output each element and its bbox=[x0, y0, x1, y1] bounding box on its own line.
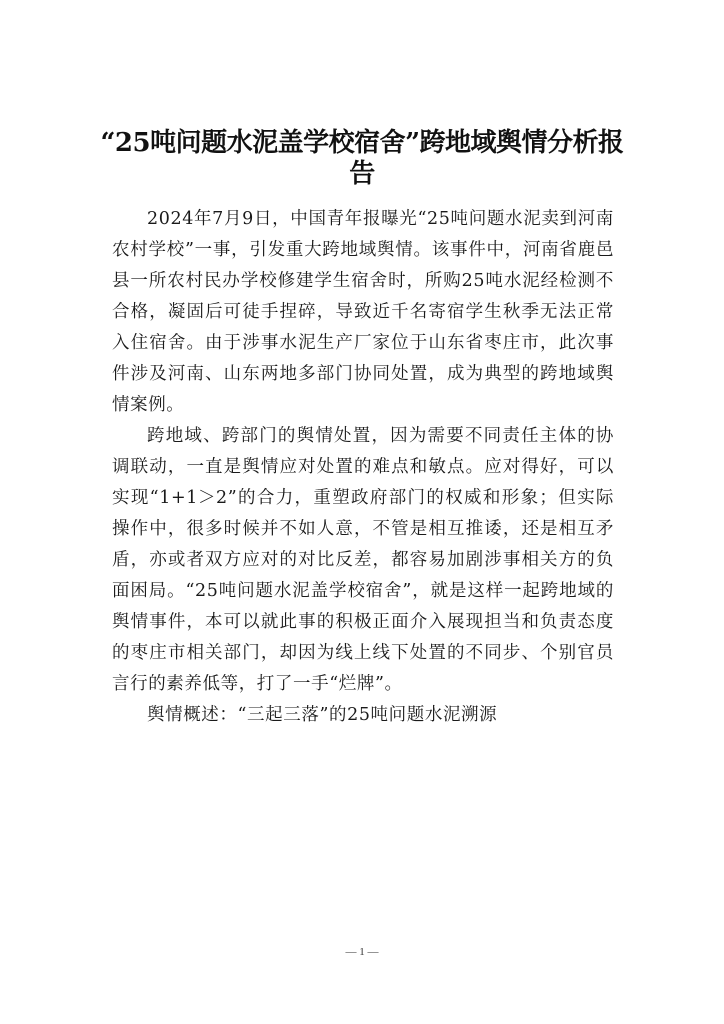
document-title: “25吨问题水泥盖学校宿舍”跨地域舆情分析报告 bbox=[100, 128, 624, 189]
section-heading-overview: 舆情概述：“三起三落”的25吨问题水泥溯源 bbox=[147, 705, 498, 725]
document-body bbox=[112, 204, 614, 731]
paragraph-intro: 2024年7月9日，中国青年报曝光“25吨问题水泥卖到河南农村学校”一事，引发重大跨地域舆情。该事件中，河南省鹿邑县一所农村民办学校修建学生宿舍时，所购25吨水泥经检测不合格，凝固后可徒手捏碎，导致近千名寄宿学生秋季无法正常入住宿舍。由于涉事水泥生产厂家位于山东省枣庄市，此次事件涉及河南、山东两地多部门协同处置，成为典型的跨地域舆情案例。 bbox=[112, 209, 614, 415]
page-number: — 1 — bbox=[345, 946, 379, 958]
paragraph-analysis: 跨地域、跨部门的舆情处置，因为需要不同责任主体的协调联动，一直是舆情应对处置的难点和敏点。应对得好，可以实现“1+1＞2”的合力，重塑政府部门的权威和形象；但实际操作中，很多时候并不如人意，不管是相互推诿，还是相互矛盾，亦或者双方应对的对比反差，都容易加剧涉事相关方的负面困局。“25吨问题水泥盖学校宿舍”，就是这样一起跨地域的舆情事件，本可以就此事的积极正面介入展现担当和负责态度的枣庄市相关部门，却因为线上线下处置的不同步、个别官员言行的素养低等，打了一手“烂牌”。 bbox=[112, 426, 614, 694]
